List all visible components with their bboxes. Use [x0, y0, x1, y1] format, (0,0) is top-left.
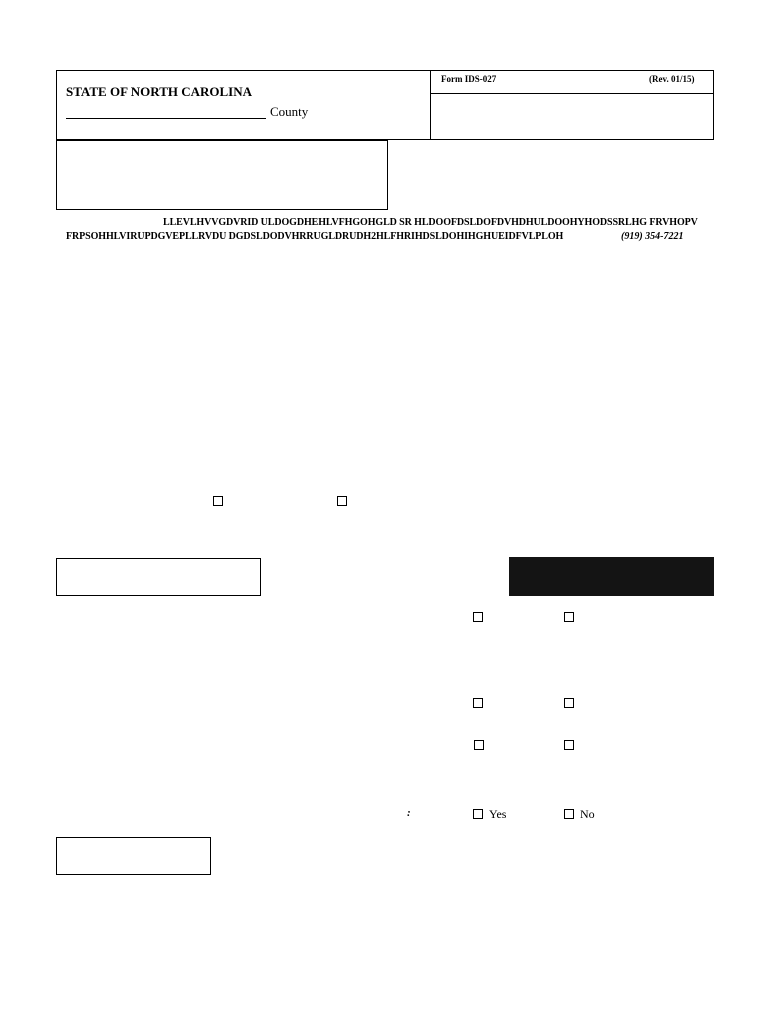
state-title: STATE OF NORTH CAROLINA — [66, 84, 253, 99]
county-blank[interactable] — [66, 118, 266, 119]
section-header-dark — [509, 557, 714, 596]
checkbox-q1-yes[interactable] — [473, 612, 483, 622]
no-label: No — [580, 807, 595, 821]
checkbox-q2-no[interactable] — [564, 698, 574, 708]
checkbox-no[interactable] — [564, 809, 574, 819]
checkbox-option-b[interactable] — [337, 496, 347, 506]
yes-label: Yes — [489, 807, 507, 821]
county-label: County — [270, 104, 309, 119]
header-divider — [430, 70, 431, 140]
checkbox-q2-yes[interactable] — [473, 698, 483, 708]
notice-phone: (919) 354-7221 — [621, 231, 684, 242]
form-id-underline — [430, 93, 714, 94]
notice-line-2: FRPSOHHLVIRUPDGVEPLLRVDU DGDSLDODVHRRUGLDRUDH2HLFHRIHDSLDOHIHGHUEIDFVLPLOH — [66, 231, 564, 242]
form-id: Form IDS-027 — [441, 74, 497, 84]
bottom-label-box — [56, 837, 211, 875]
form-revision: (Rev. 01/15) — [649, 74, 695, 84]
checkbox-q3-no[interactable] — [564, 740, 574, 750]
checkbox-yes[interactable] — [473, 809, 483, 819]
case-info-box[interactable] — [56, 140, 388, 210]
question-colon: : — [407, 807, 411, 819]
checkbox-q3-yes[interactable] — [474, 740, 484, 750]
notice-line-1: LLEVLHVVGDVRID ULDOGDHEHLVFHGOHGLD SR HLDOOFDSLDOFDVHDHULDOOHYHODSSRLHG FRVHOPV — [163, 217, 698, 228]
section-label-box — [56, 558, 261, 596]
checkbox-q1-no[interactable] — [564, 612, 574, 622]
checkbox-option-a[interactable] — [213, 496, 223, 506]
header-box — [56, 70, 714, 140]
